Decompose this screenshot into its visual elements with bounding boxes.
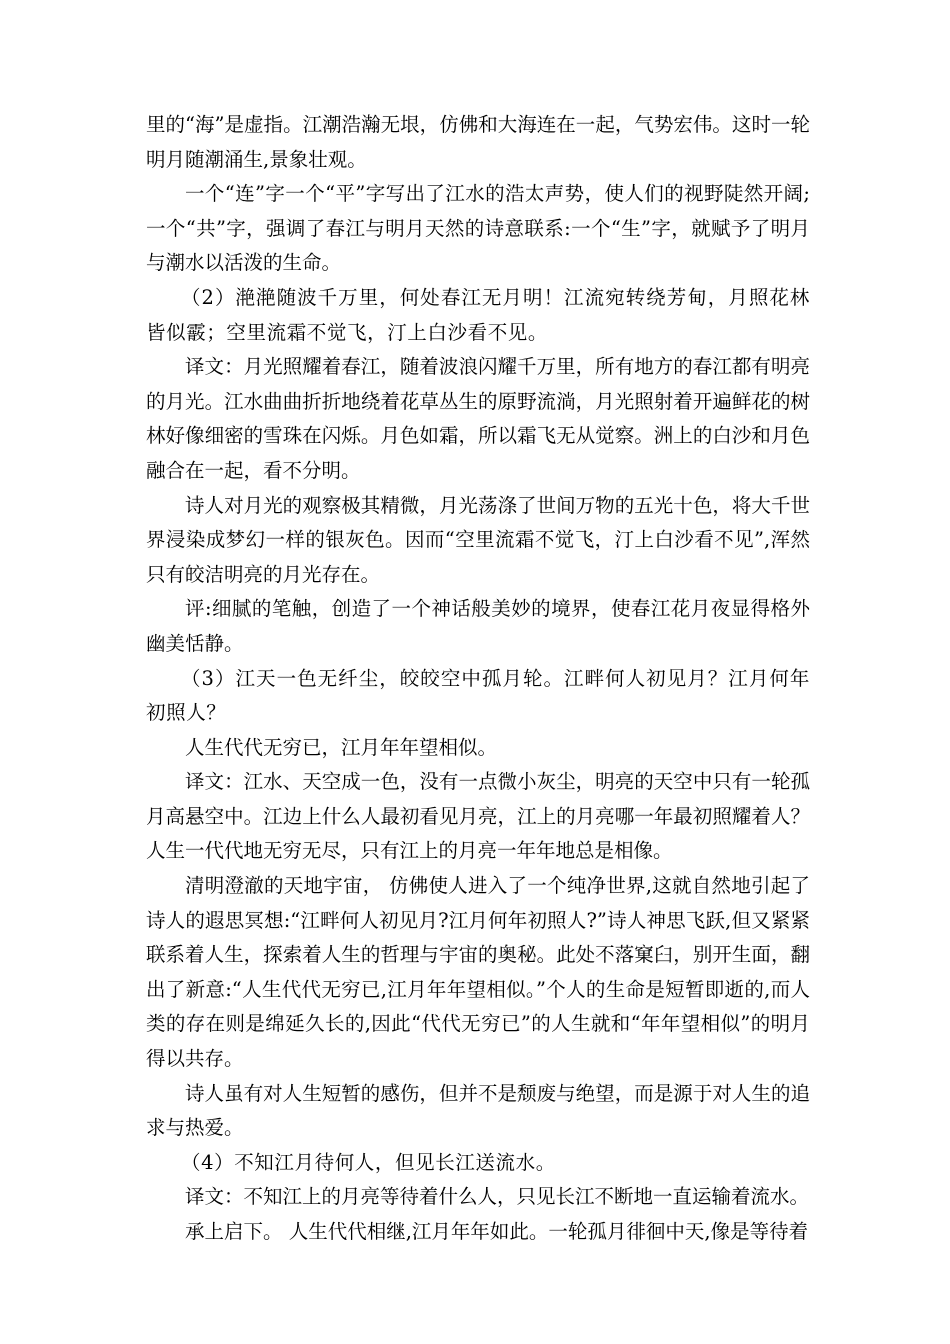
translation-4: 译文：不知江上的月亮等待着什么人，只见长江不断地一直运输着流水。: [185, 1185, 810, 1209]
paragraph-continuation: 里的“海”是虚指。江潮浩瀚无垠，仿佛和大海连在一起，气势宏伟。这时一轮明月随潮涌生,景象壮观。: [146, 113, 810, 171]
translation-2: 译文：月光照耀着春江，随着波浪闪耀千万里，所有地方的春江都有明亮的月光。江水曲曲折折地绕着花草丛生的原野流淌，月光照射着开遍鲜花的树林好像细密的雪珠在闪烁。月色如霜，所以霜飞无从觉察。洲上的白沙和月色融合在一起，看不分明。: [146, 355, 810, 482]
comment-2: 评:细腻的笔触，创造了一个神话般美妙的境界，使春江花月夜显得格外幽美恬静。: [146, 597, 810, 655]
paragraph-analysis-3: 清明澄澈的天地宇宙， 仿佛使人进入了一个纯净世界,这就自然地引起了诗人的遐思冥想:“江畔何人初见月?江月何年初照人?”诗人神思飞跃,但又紧紧联系着人生，探索着人生的哲理与宇宙的奥秘。此处不落窠臼，别开生面，翻出了新意:“人生代代无穷已,江月年年望相似。”个人的生命是短暂即逝的,而人类的存在则是绵延久长的,因此“代代无穷已”的人生就和“年年望相似”的明月得以共存。: [146, 874, 810, 1071]
paragraph-analysis-3b: 诗人虽有对人生短暂的感伤，但并不是颓废与绝望，而是源于对人生的追求与热爱。: [146, 1081, 810, 1140]
poem-stanza-4: （4）不知江月待何人，但见长江送流水。: [181, 1150, 556, 1174]
translation-3: 译文：江水、天空成一色，没有一点微小灰尘，明亮的天空中只有一轮孤月高悬空中。江边上什么人最初看见月亮，江上的月亮哪一年最初照耀着人？人生一代代地无穷无尽，只有江上的月亮一年年地总是相像。: [146, 770, 810, 863]
paragraph-analysis-4: 承上启下。 人生代代相继,江月年年如此。一轮孤月徘徊中天,像是等待着: [185, 1220, 809, 1243]
poem-stanza-3: （3）江天一色无纤尘，皎皎空中孤月轮。江畔何人初见月？江月何年初照人？: [146, 666, 810, 725]
paragraph-analysis-1: 一个“连”字一个“平”字写出了江水的浩太声势，使人们的视野陡然开阔;一个“共”字，强调了春江与明月天然的诗意联系:一个“生”字，就赋予了明月与潮水以活泼的生命。: [146, 182, 810, 275]
poem-stanza-3-continued: 人生代代无穷已，江月年年望相似。: [185, 735, 498, 759]
poem-stanza-2: （2）滟滟随波千万里，何处春江无月明！江流宛转绕芳甸，月照花林皆似霰；空里流霜不觉飞，汀上白沙看不见。: [146, 285, 810, 344]
paragraph-analysis-2: 诗人对月光的观察极其精微，月光荡涤了世间万物的五光十色，将大千世界浸染成梦幻一样的银灰色。因而“空里流霜不觉飞，汀上白沙看不见”,浑然只有皎洁明亮的月光存在。: [146, 493, 810, 586]
document-body: [146, 108, 810, 1250]
